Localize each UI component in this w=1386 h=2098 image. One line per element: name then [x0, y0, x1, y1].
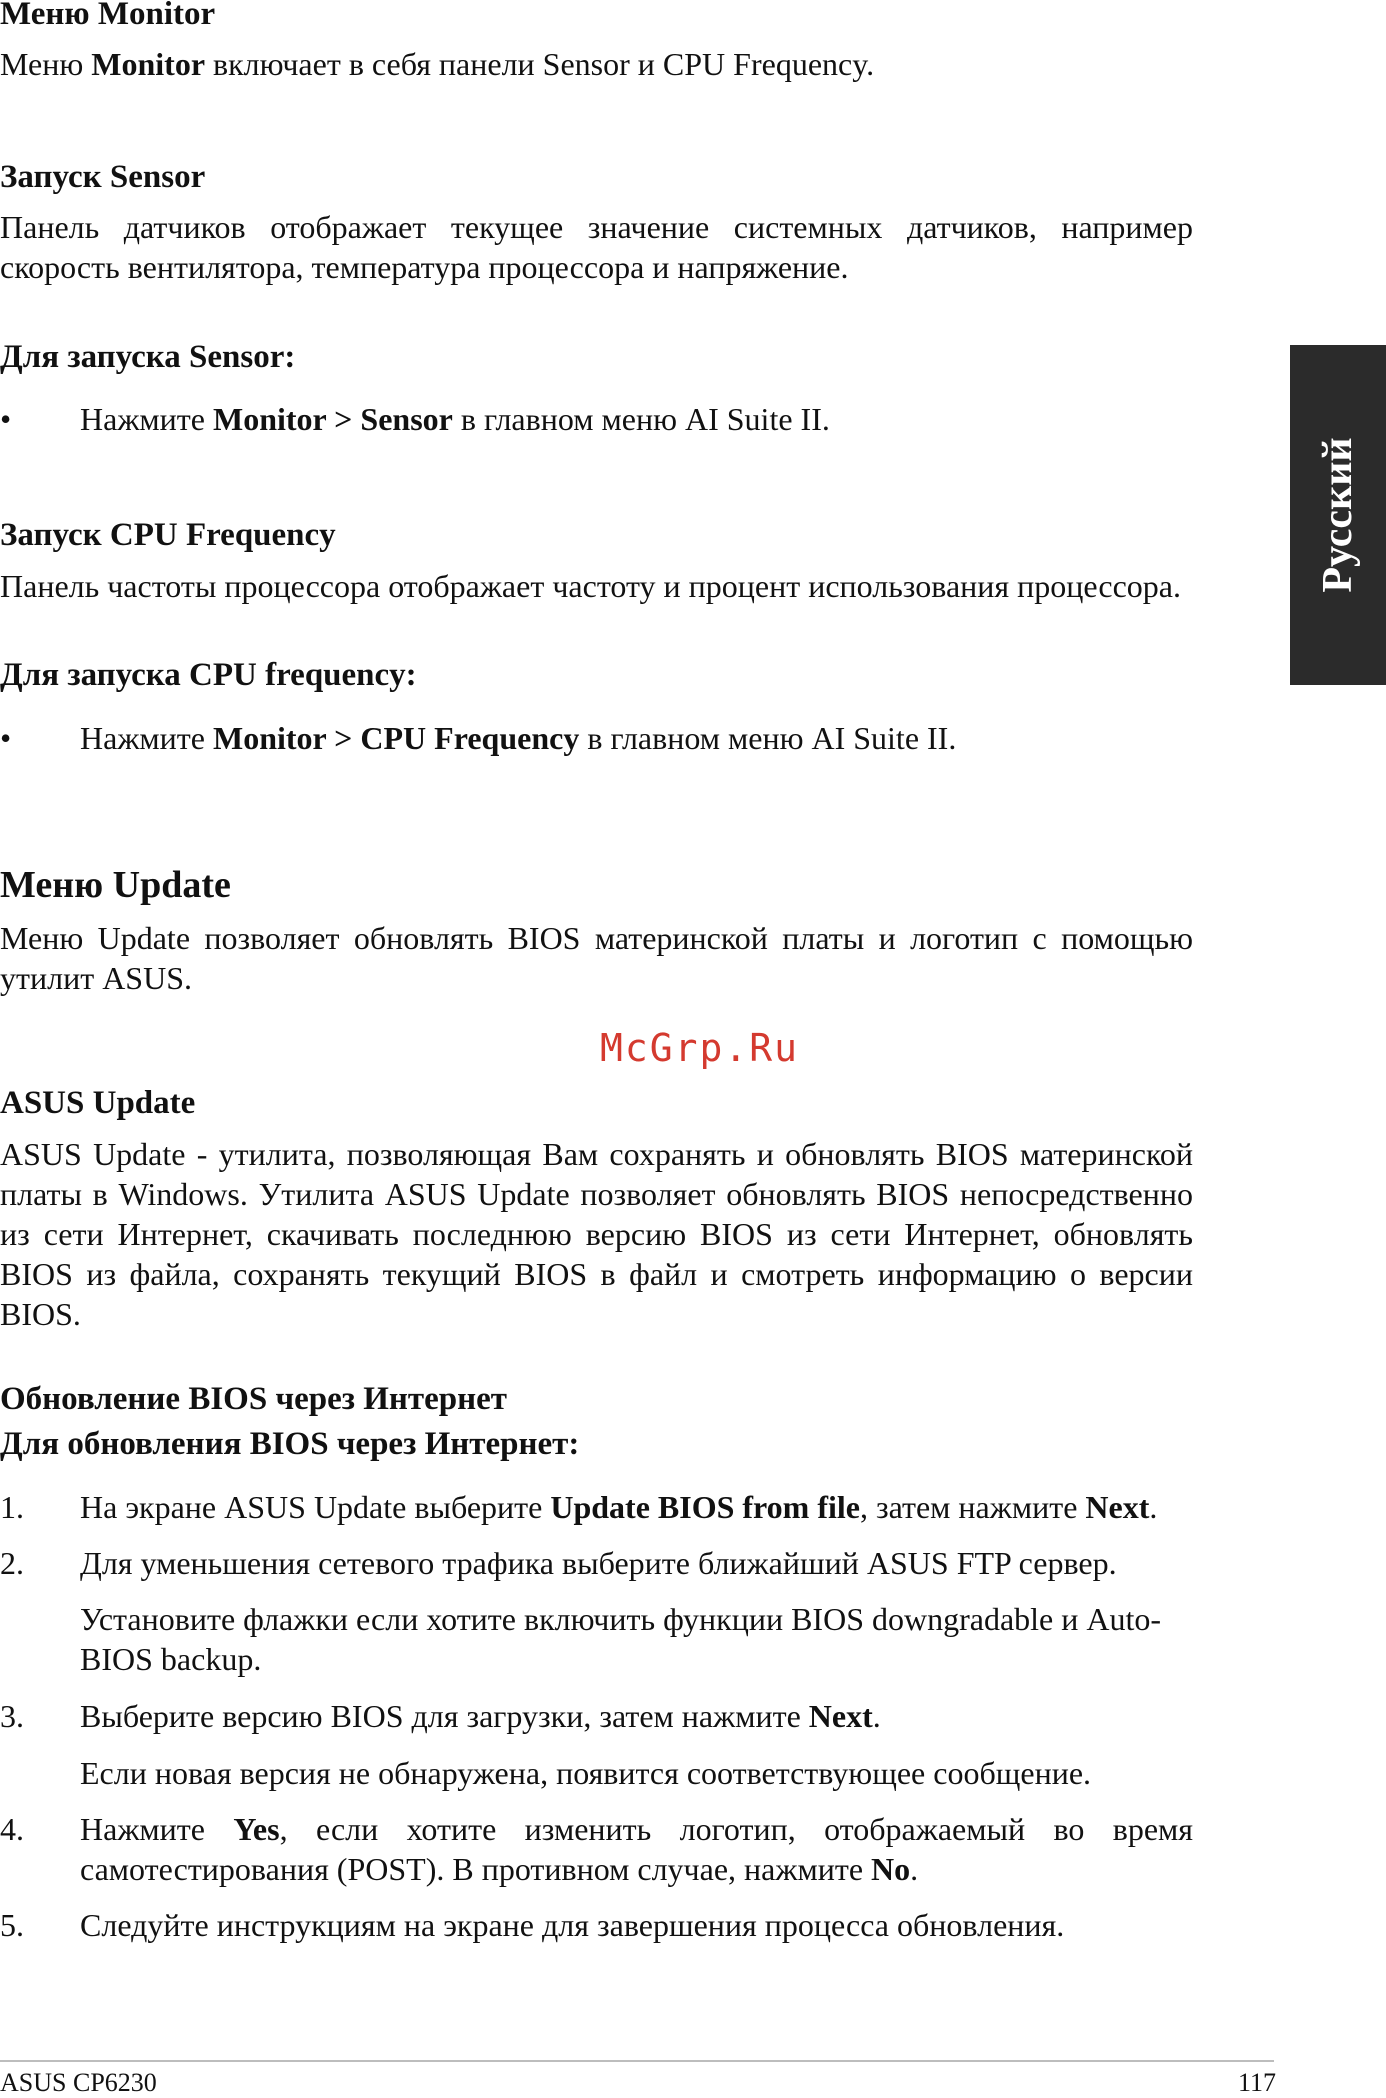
- sensor-howto-heading: Для запуска Sensor:: [0, 339, 296, 375]
- sensor-step-pre: Нажмите: [80, 401, 213, 437]
- cpu-step-post: в главном меню AI Suite II.: [579, 720, 957, 756]
- step-4-bold: Yes: [233, 1811, 280, 1847]
- step-4-pre: Нажмите: [80, 1811, 234, 1847]
- watermark-text: McGrp.Ru: [600, 1026, 800, 1070]
- update-menu-description: Меню Update позволяет обновлять BIOS материнской платы и логотип с помощью утилит ASUS.: [0, 920, 1193, 996]
- step-4-mid: , если хотите изменить логотип, отображаемый во время самотестирования (POST). В противном случае, нажмите: [80, 1811, 1194, 1887]
- sensor-heading: Запуск Sensor: [0, 159, 206, 195]
- update-step-4-text: [80, 1809, 1193, 1889]
- update-step-1: [0, 1487, 1193, 1527]
- cpu-frequency-step-text: [80, 718, 1193, 758]
- bullet-marker: •: [0, 720, 12, 756]
- sensor-step-text: [80, 399, 1193, 439]
- monitor-intro-text-2: включает в себя панели Sensor и CPU Frequency.: [205, 46, 875, 82]
- internet-update-howto-heading: Для обновления BIOS через Интернет:: [0, 1426, 580, 1462]
- step-number: 5.: [0, 1907, 24, 1943]
- cpu-frequency-description: Панель частоты процессора отображает частоту и процент использования процессора.: [0, 568, 1181, 604]
- monitor-menu-heading: Меню Monitor: [0, 0, 216, 32]
- step-number: 3.: [0, 1698, 24, 1734]
- update-step-2-text: Для уменьшения сетевого трафика выберите ближайший ASUS FTP сервер.: [80, 1545, 1117, 1581]
- footer-product-name: ASUS CP6230: [0, 2068, 157, 2097]
- step-number: 2.: [0, 1545, 24, 1581]
- update-step-1-text: [80, 1487, 1193, 1527]
- cpu-step-bold: Monitor > CPU Frequency: [212, 720, 580, 756]
- update-step-3-note: Если новая версия не обнаружена, появится соответствующее сообщение.: [80, 1755, 1092, 1791]
- monitor-intro-bold: Monitor: [91, 46, 206, 82]
- sensor-step: [0, 399, 1193, 439]
- internet-update-heading: Обновление BIOS через Интернет: [0, 1381, 507, 1417]
- update-menu-heading: Меню Update: [0, 864, 231, 906]
- sensor-description: Панель датчиков отображает текущее значение системных датчиков, например скорость вентилятора, температура процессора и напряжение.: [0, 209, 1193, 285]
- update-step-2: [0, 1543, 1193, 1583]
- bullet-marker: •: [0, 401, 12, 437]
- update-step-4: [0, 1809, 1193, 1889]
- step-1-post: .: [1149, 1489, 1158, 1525]
- update-step-2-note: Установите флажки если хотите включить функции BIOS downgradable и Auto-BIOS backup.: [80, 1601, 1162, 1677]
- step-3-post: .: [872, 1698, 881, 1734]
- language-side-tab: [1290, 345, 1386, 685]
- asus-update-heading: ASUS Update: [0, 1085, 196, 1121]
- step-3-pre: Выберите версию BIOS для загрузки, затем нажмите: [80, 1698, 809, 1734]
- step-number: 4.: [0, 1811, 24, 1847]
- update-step-5: [0, 1905, 1193, 1945]
- update-step-3-text: [80, 1696, 1193, 1736]
- monitor-menu-intro: [0, 44, 1193, 84]
- step-3-bold: Next: [808, 1698, 873, 1734]
- monitor-intro-text-1: Меню: [0, 46, 92, 82]
- step-4-post: .: [910, 1851, 919, 1887]
- cpu-frequency-step: [0, 718, 1193, 758]
- step-1-bold: Update BIOS from file: [550, 1489, 860, 1525]
- asus-update-description: ASUS Update - утилита, позволяющая Вам сохранять и обновлять BIOS материнской платы в Windows. Утилита ASUS Update позволяет обновлять BIOS непосредственно из сети Интернет, скачивать последнюю версию BIOS из сети Интернет, обновлять BIOS из файла, сохранять текущий BIOS в файл и смотреть информацию о версии BIOS.: [0, 1136, 1193, 1332]
- sensor-step-post: в главном меню AI Suite II.: [452, 401, 830, 437]
- cpu-step-pre: Нажмите: [80, 720, 213, 756]
- step-1-mid: , затем нажмите: [859, 1489, 1086, 1525]
- step-1-bold-2: Next: [1085, 1489, 1150, 1525]
- language-side-tab-label: Русский: [1315, 437, 1361, 593]
- cpu-frequency-howto-heading: Для запуска CPU frequency:: [0, 657, 417, 693]
- cpu-frequency-heading: Запуск CPU Frequency: [0, 517, 336, 553]
- footer-divider: [0, 2060, 1274, 2062]
- update-step-5-text: Следуйте инструкциям на экране для завершения процесса обновления.: [80, 1907, 1065, 1943]
- step-4-bold-2: No: [871, 1851, 911, 1887]
- step-1-pre: На экране ASUS Update выберите: [80, 1489, 551, 1525]
- footer-page-number: 117: [1238, 2068, 1277, 2097]
- update-step-3: [0, 1696, 1193, 1736]
- sensor-step-bold: Monitor > Sensor: [212, 401, 453, 437]
- step-number: 1.: [0, 1489, 24, 1525]
